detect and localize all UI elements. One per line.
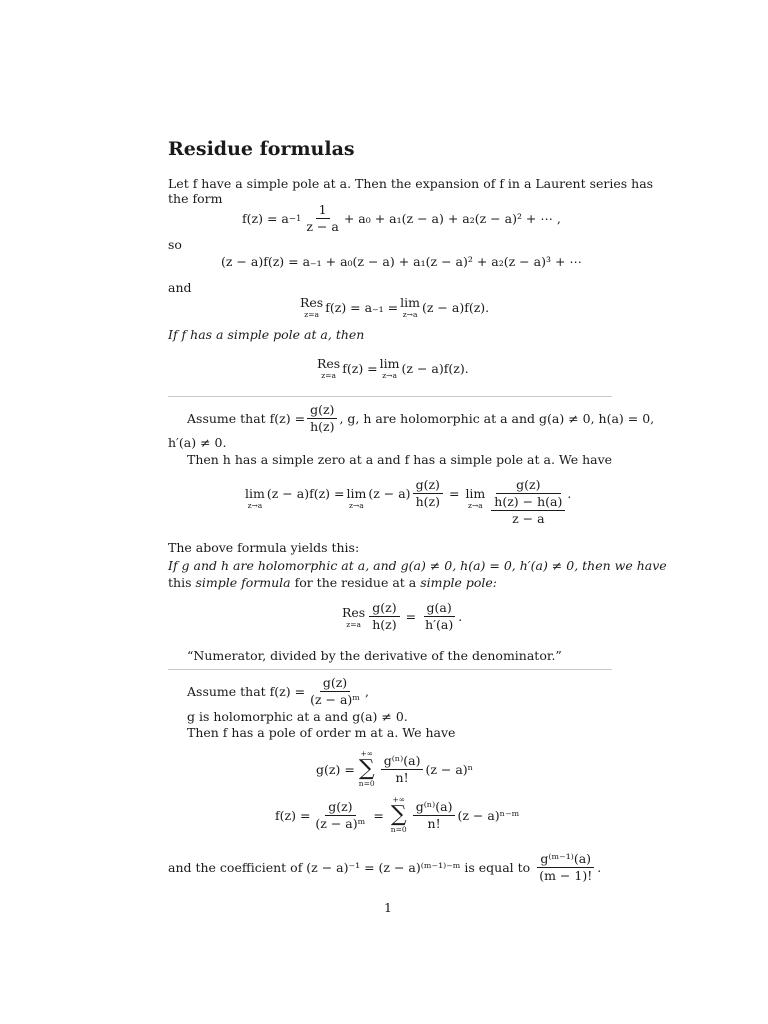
laurent-order-m-equation: [275, 796, 519, 834]
word-so: so: [168, 237, 182, 252]
eq8-sum-operator: +∞ ∑ n=0: [390, 795, 407, 834]
sec3-fraction: $\frac{g(z)}{\text{(z − a)ᵐ}}$: [310, 675, 360, 707]
page-number: 1: [384, 900, 392, 915]
eq4-mid: f(z) =: [342, 360, 378, 376]
eq5-lim-operator-2: lim z→a: [346, 486, 367, 510]
eq7-sum-operator: +∞ ∑ n=0: [358, 749, 375, 788]
eq7-lhs: g(z) =: [316, 761, 355, 777]
eq5-end: .: [567, 486, 572, 501]
eq3-tail: (z − a)f(z).: [422, 299, 490, 315]
eq1-rest: + a₀ + a₁(z − a) + a₂(z − a)² + ⋯ ,: [343, 211, 561, 226]
eq5-lim-operator-1: lim z→a: [245, 486, 265, 510]
multiplied-series-equation: (z − a)f(z) = a₋₁ + a₀(z − a) + a₁(z − a)² + a₂(z − a)³ + ⋯: [221, 254, 582, 269]
eq3-mid: f(z) = a₋₁ =: [325, 299, 399, 315]
eq8-fraction-2: $\frac{\text{g⁽ⁿ⁾(a)}}{n!}$: [413, 800, 456, 831]
theorem2-simple-formula: simple formula: [191, 575, 295, 590]
eq5-part-b: (z − a): [368, 486, 411, 501]
assumption-quotient: [187, 403, 654, 434]
simple-pole-residue-equation: [315, 356, 469, 380]
sec3-line-3: Then f has a pole of order m at a. We have: [187, 725, 456, 740]
eq3-lim-operator: lim z→a: [400, 295, 420, 319]
final-end: .: [597, 860, 602, 875]
eq4-lim-operator: lim z→a: [379, 356, 400, 380]
eq6-end: .: [458, 609, 463, 624]
eq5-fraction-1: $\frac{g(z)}{h(z)}$: [413, 478, 443, 509]
eq1-lhs: f(z) = a: [242, 211, 289, 226]
eq5-part-a: (z − a)f(z) =: [266, 486, 345, 501]
theorem2-line-1: If g and h are holomorphic at a, and g(a) ≠ 0, h(a) = 0, h′(a) ≠ 0, then we have: [168, 558, 667, 573]
quotient-limit-equation: [243, 478, 571, 526]
eq7-tail: (z − a)ⁿ: [425, 761, 474, 777]
eq1-den: z − a: [306, 219, 339, 234]
yields-line: The above formula yields this:: [168, 540, 360, 555]
sec2-line-3: Then h has a simple zero at a and f has a simple pole at a. We have: [187, 452, 613, 467]
sec3-assume-pre: Assume that f(z) =: [187, 684, 306, 699]
eq1-num: 1: [316, 203, 330, 219]
eq5-equals: =: [448, 486, 460, 501]
residue-limit-equation: [298, 295, 489, 319]
eq8-tail: (z − a)ⁿ⁻ᵐ: [457, 807, 520, 823]
taylor-series-equation: [316, 750, 473, 788]
theorem-simple-pole: If f has a simple pole at a, then: [168, 327, 365, 342]
final-fraction: $\frac{\text{g⁽ᵐ⁻¹⁾(a)}}{(m - 1)!}$: [539, 851, 593, 883]
eq3-res-operator: Res z=a: [300, 295, 324, 319]
intro-line-2: the form: [168, 191, 223, 206]
eq4-res-operator: Res z=a: [317, 356, 341, 380]
eq5-lim-operator-3: lim z→a: [465, 486, 486, 510]
assumption-order-m: [187, 676, 369, 707]
coefficient-statement: [168, 852, 601, 883]
section-divider-2: [168, 669, 612, 670]
theorem2-simple-pole: simple pole:: [416, 575, 497, 590]
theorem2-for-residue: for the residue at a: [294, 575, 417, 590]
mnemonic-quote: “Numerator, divided by the derivative of the denominator.”: [187, 648, 562, 663]
page-title: Residue formulas: [168, 138, 355, 160]
eq5-difference-quotient: $\frac{h(z) - h(a)}{z - a}$: [491, 495, 565, 526]
sec3-line-2: g is holomorphic at a and g(a) ≠ 0.: [187, 709, 408, 724]
eq8-fraction-1: $\frac{g(z)}{\text{(z − a)ᵐ}}$: [315, 798, 366, 831]
sec2-assume-post: , g, h are holomorphic at a and g(a) ≠ 0, h(a) = 0,: [339, 411, 655, 426]
laurent-expansion-equation: [242, 203, 561, 234]
eq8-lhs: f(z) =: [275, 807, 311, 823]
eq6-res-operator: Res z=a: [342, 604, 366, 629]
eq1-sub: −1: [288, 213, 302, 224]
eq8-equals: =: [373, 807, 384, 823]
eq4-tail: (z − a)f(z).: [401, 360, 469, 376]
final-pre: and the coefficient of (z − a)⁻¹ = (z − a)⁽ᵐ⁻¹⁾⁻ᵐ is equal to: [168, 860, 531, 875]
eq1-fraction: [303, 203, 341, 234]
residue-quotient-formula: [340, 601, 462, 632]
word-and: and: [168, 280, 192, 295]
eq6-equals: =: [405, 609, 417, 624]
theorem2-line-2: [168, 575, 497, 591]
sec2-assume-pre: Assume that f(z) =: [187, 411, 306, 426]
intro-line-1: Let f have a simple pole at a. Then the expansion of f in a Laurent series has: [168, 176, 654, 191]
sec3-assume-post: ,: [364, 684, 369, 699]
sec2-fraction: $\frac{g(z)}{h(z)}$: [307, 403, 337, 434]
eq6-fraction-2: $\frac{g(a)}{h'(a)}$: [425, 600, 454, 632]
eq7-fraction: $\frac{\text{g⁽ⁿ⁾(a)}}{n!}$: [381, 754, 424, 785]
eq6-fraction-1: $\frac{g(z)}{h(z)}$: [369, 601, 399, 632]
theorem2-this: this: [168, 575, 192, 590]
section-divider-1: [168, 396, 612, 397]
sec2-line-2: h′(a) ≠ 0.: [168, 435, 227, 450]
eq5-compound-fraction: $\frac{g(z)}{\frac{h(z) - h(a)}{z - a}}$: [491, 478, 565, 526]
